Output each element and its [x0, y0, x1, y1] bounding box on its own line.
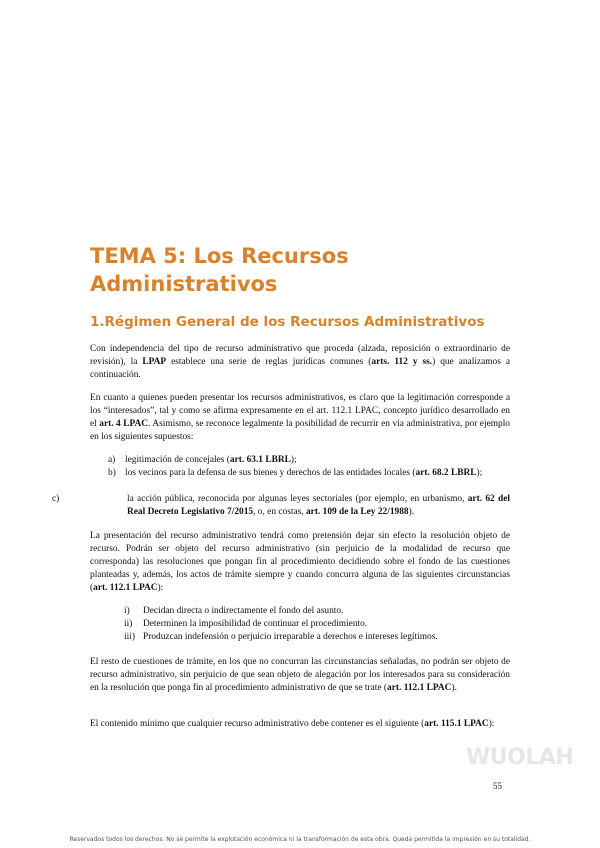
list-item-c: la acción pública, reconocida por algunas leyes sectoriales (por ejemplo, en urbanismo, art. 62 del Real Decreto Legislativo 7/2015, o, en costas, art. 109 de la Ley 22/1988).	[127, 494, 510, 517]
paragraph-intro: Con independencia del tipo de recurso administrativo que proceda (alzada, reposición o extraordinario de revisión), la LPAP establece una serie de reglas jurídicas comunes (arts. 112 y ss.) que analizamos a continuación.	[90, 344, 510, 380]
list-item: a) legitimación de concejales (art. 63.1 LBRL);	[108, 455, 297, 465]
list-item: ii) Determinen la imposibilidad de continuar el procedimiento.	[124, 619, 368, 629]
list-item: i) Decidan directa o indirectamente el fondo del asunto.	[124, 606, 344, 616]
page-number: 55	[493, 781, 502, 791]
paragraph-legitimation: En cuanto a quienes pueden presentar los recursos administrativos, es claro que la legitimación corresponde a los “interesados”, tal y como se afirma expresamente en el art. 112.1 LPAC, concepto jurídico desarrollado en el art. 4 LPAC. Asimismo, se reconoce legalmente la posibilidad de recurrir en vía administrativa, por ejemplo en los siguientes supuestos:	[90, 393, 510, 442]
section-heading: 1.Régimen General de los Recursos Administrativos	[90, 314, 485, 330]
list-item: iii) Produzcan indefensión o perjuicio irreparable a derechos e intereses legítimos.	[124, 632, 438, 642]
paragraph-content: El contenido mínimo que cualquier recurso administrativo debe contener es el siguiente (art. 115.1 LPAC):	[90, 719, 495, 729]
page-title: TEMA 5: Los Recursos Administrativos	[90, 244, 349, 296]
circumstances-list	[124, 605, 510, 644]
list-item: b) los vecinos para la defensa de sus bienes y derechos de las entidades locales (art. 68.2 LBRL);	[108, 468, 483, 478]
copyright-footer: Reservados todos los derechos. No se permite la explotación económica ni la transformación de esta obra. Queda permitida la impresión en su totalidad.	[69, 836, 531, 843]
list-marker-c: c)	[52, 494, 60, 504]
wuolah-watermark: WUOLAH	[466, 745, 574, 770]
paragraph-object: La presentación del recurso administrativo tendrá como pretensión dejar sin efecto la resolución objeto de recurso. Podrán ser objeto del recurso administrativo (sin perjuicio de la modalidad de recurso que corresponda) las resoluciones que pongan fin al procedimiento decidiendo sobre el fondo de las cuestiones planteadas y, además, los actos de trámite siempre y cuando concurra alguna de las siguientes circunstancias (art. 112.1 LPAC):	[90, 531, 510, 593]
legitimation-list	[108, 454, 510, 480]
paragraph-rest: El resto de cuestiones de trámite, en los que no concurran las circunstancias señaladas, no podrán ser objeto de recurso administrativo, sin perjuicio de que sean objeto de alegación por los interesados para su consideración en la resolución que ponga fin al procedimiento administrativo de que se trate (art. 112.1 LPAC).	[90, 657, 510, 693]
